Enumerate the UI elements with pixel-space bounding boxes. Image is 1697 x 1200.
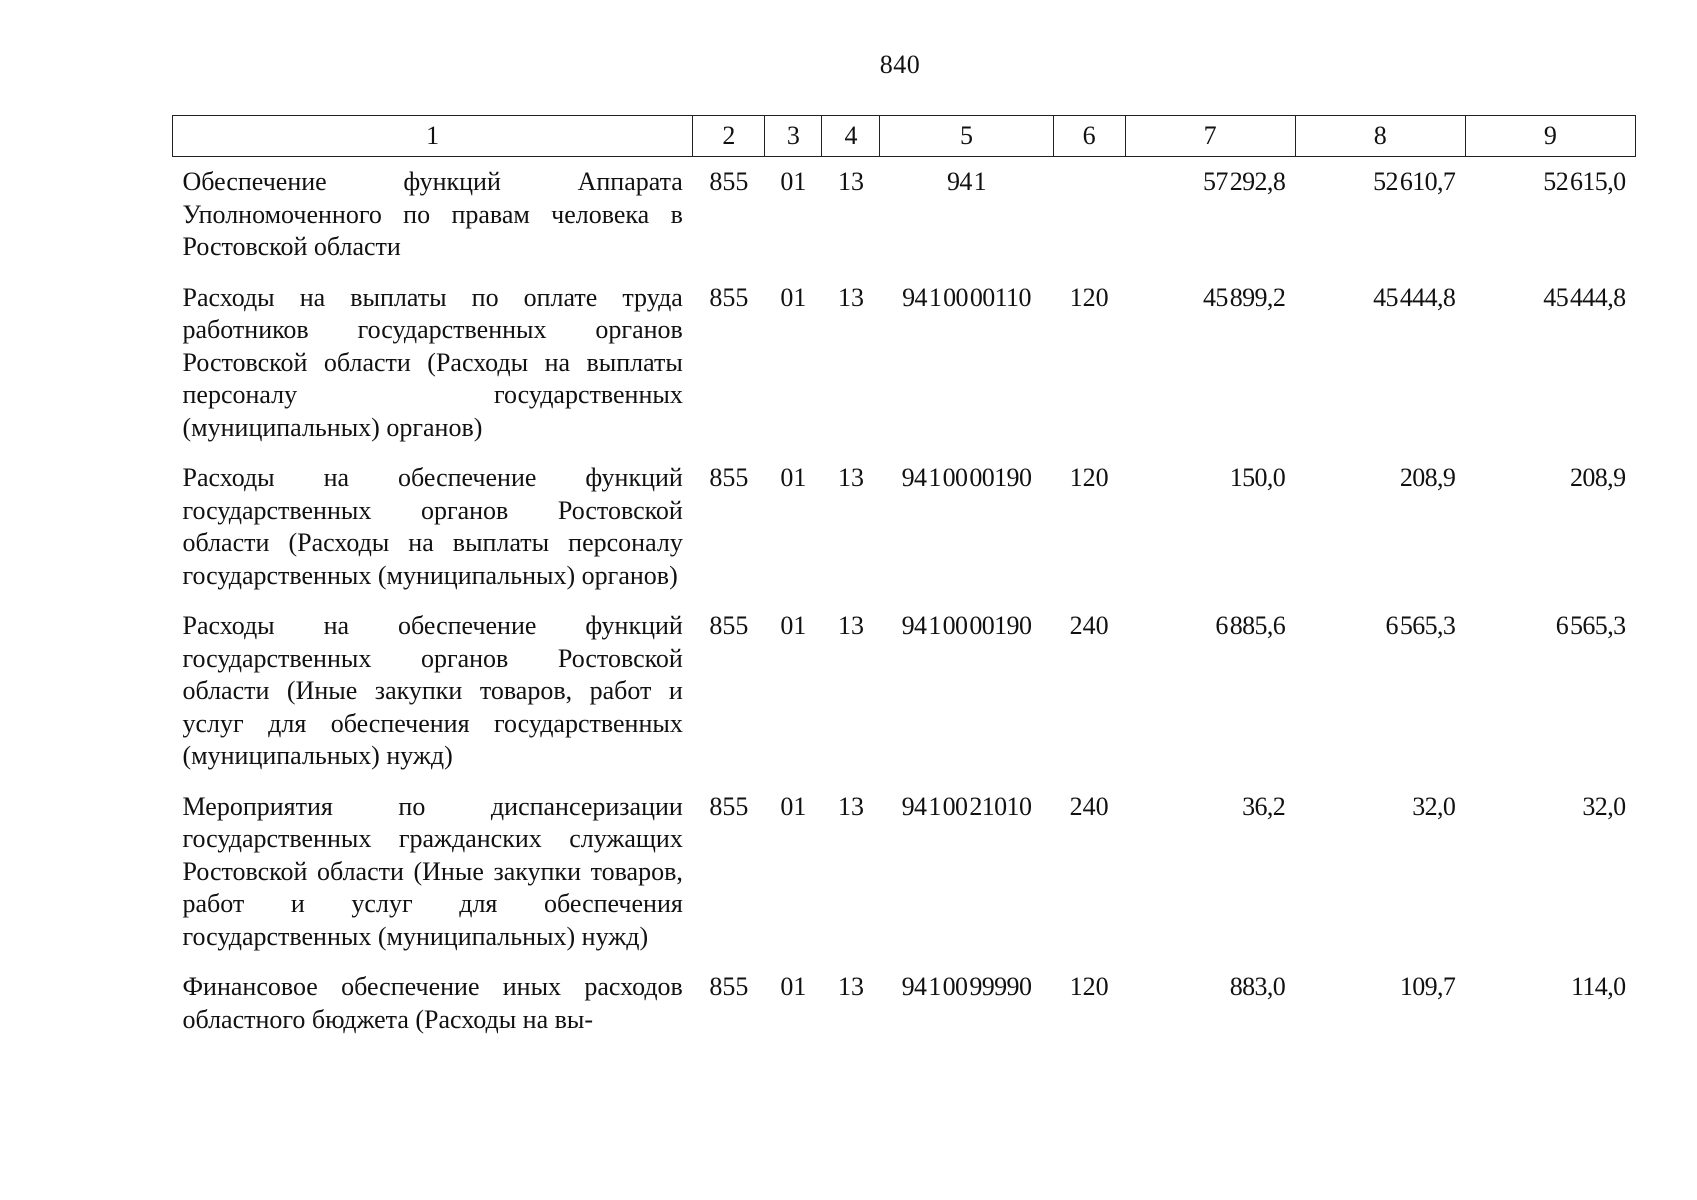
row-year3: 208,9 [1569,463,1626,492]
row-year1: 150,0 [1229,463,1286,492]
row-name: Расходы на обеспечение функций государственных органов Ростовской области (Иные закупки товаров, работ и услуг для обеспечения государственных (муниципальных) нужд) [182,611,683,770]
row-vr: 240 [1069,791,1109,821]
column-header: 9 [1465,116,1635,157]
row-year1: 36,2 [1242,791,1286,821]
row-csr: 94 1 00 21010 [901,791,1032,821]
row-name: Финансовое обеспечение иных расходов областного бюджета (Расходы на вы- [182,972,683,1034]
column-header: 3 [765,116,822,157]
row-gr: 855 [709,463,749,492]
row-year3: 45 444,8 [1543,282,1626,312]
row-year1: 6 885,6 [1215,611,1286,640]
row-csr: 94 1 [946,167,987,196]
table-row [173,962,1636,1045]
table-row [173,601,1636,782]
row-year1: 45 899,2 [1203,282,1286,312]
row-year3: 114,0 [1570,972,1626,1001]
row-csr: 94 1 00 00190 [901,463,1032,492]
row-name: Мероприятия по диспансеризации государственных гражданских служащих Ростовской области (Иные закупки товаров, работ и услуг для обеспечения государственных (муниципальных) нужд) [182,791,683,951]
row-rz: 01 [780,791,807,821]
column-header: 7 [1125,116,1295,157]
column-header: 8 [1295,116,1465,157]
row-vr: 120 [1069,282,1109,312]
table-row [173,453,1636,601]
row-year1: 57 292,8 [1203,167,1286,196]
row-year2: 6 565,3 [1385,611,1456,640]
row-pr: 13 [837,282,864,312]
page-number: 840 [879,50,921,79]
column-header: 6 [1053,116,1125,157]
row-name: Расходы на выплаты по оплате труда работников государственных органов Ростовской области (Расходы на выплаты персоналу государственных (муниципальных) органов) [182,282,683,442]
row-rz: 01 [780,972,807,1001]
row-rz: 01 [780,167,807,196]
row-csr: 94 1 00 00190 [901,611,1032,640]
row-csr: 94 1 00 00110 [902,282,1031,312]
row-year2: 45 444,8 [1373,282,1456,312]
row-vr: 120 [1069,972,1109,1001]
row-year3: 32,0 [1582,791,1626,821]
column-header: 1 [173,116,693,157]
row-vr [1053,157,1125,273]
row-pr: 13 [837,791,864,821]
row-pr: 13 [837,167,864,196]
row-vr: 240 [1069,611,1109,640]
column-header: 4 [822,116,880,157]
row-name: Расходы на обеспечение функций государственных органов Ростовской области (Расходы на выплаты персоналу государственных (муниципальных) органов) [182,463,683,590]
row-year3: 52 615,0 [1543,167,1626,196]
row-gr: 855 [709,282,749,312]
row-rz: 01 [780,282,807,312]
row-gr: 855 [709,611,749,640]
column-header: 5 [880,116,1053,157]
column-header: 2 [693,116,765,157]
row-year3: 6 565,3 [1555,611,1626,640]
table-row [173,782,1636,963]
row-gr: 855 [709,972,749,1001]
budget-table [172,115,1636,1045]
row-rz: 01 [780,611,807,640]
row-year1: 883,0 [1229,972,1286,1001]
row-year2: 109,7 [1399,972,1456,1001]
row-gr: 855 [709,791,749,821]
row-rz: 01 [780,463,807,492]
row-csr: 94 1 00 99990 [901,972,1032,1001]
row-year2: 32,0 [1412,791,1456,821]
row-pr: 13 [837,611,864,640]
table-row [173,273,1636,454]
row-pr: 13 [837,972,864,1001]
row-gr: 855 [709,167,749,196]
header-row [173,116,1636,157]
table-row [173,157,1636,273]
row-pr: 13 [837,463,864,492]
row-year2: 208,9 [1399,463,1456,492]
row-vr: 120 [1069,463,1109,492]
row-year2: 52 610,7 [1373,167,1456,196]
row-name: Обеспечение функций Аппарата Уполномоченного по правам человека в Ростовской области [182,167,683,261]
